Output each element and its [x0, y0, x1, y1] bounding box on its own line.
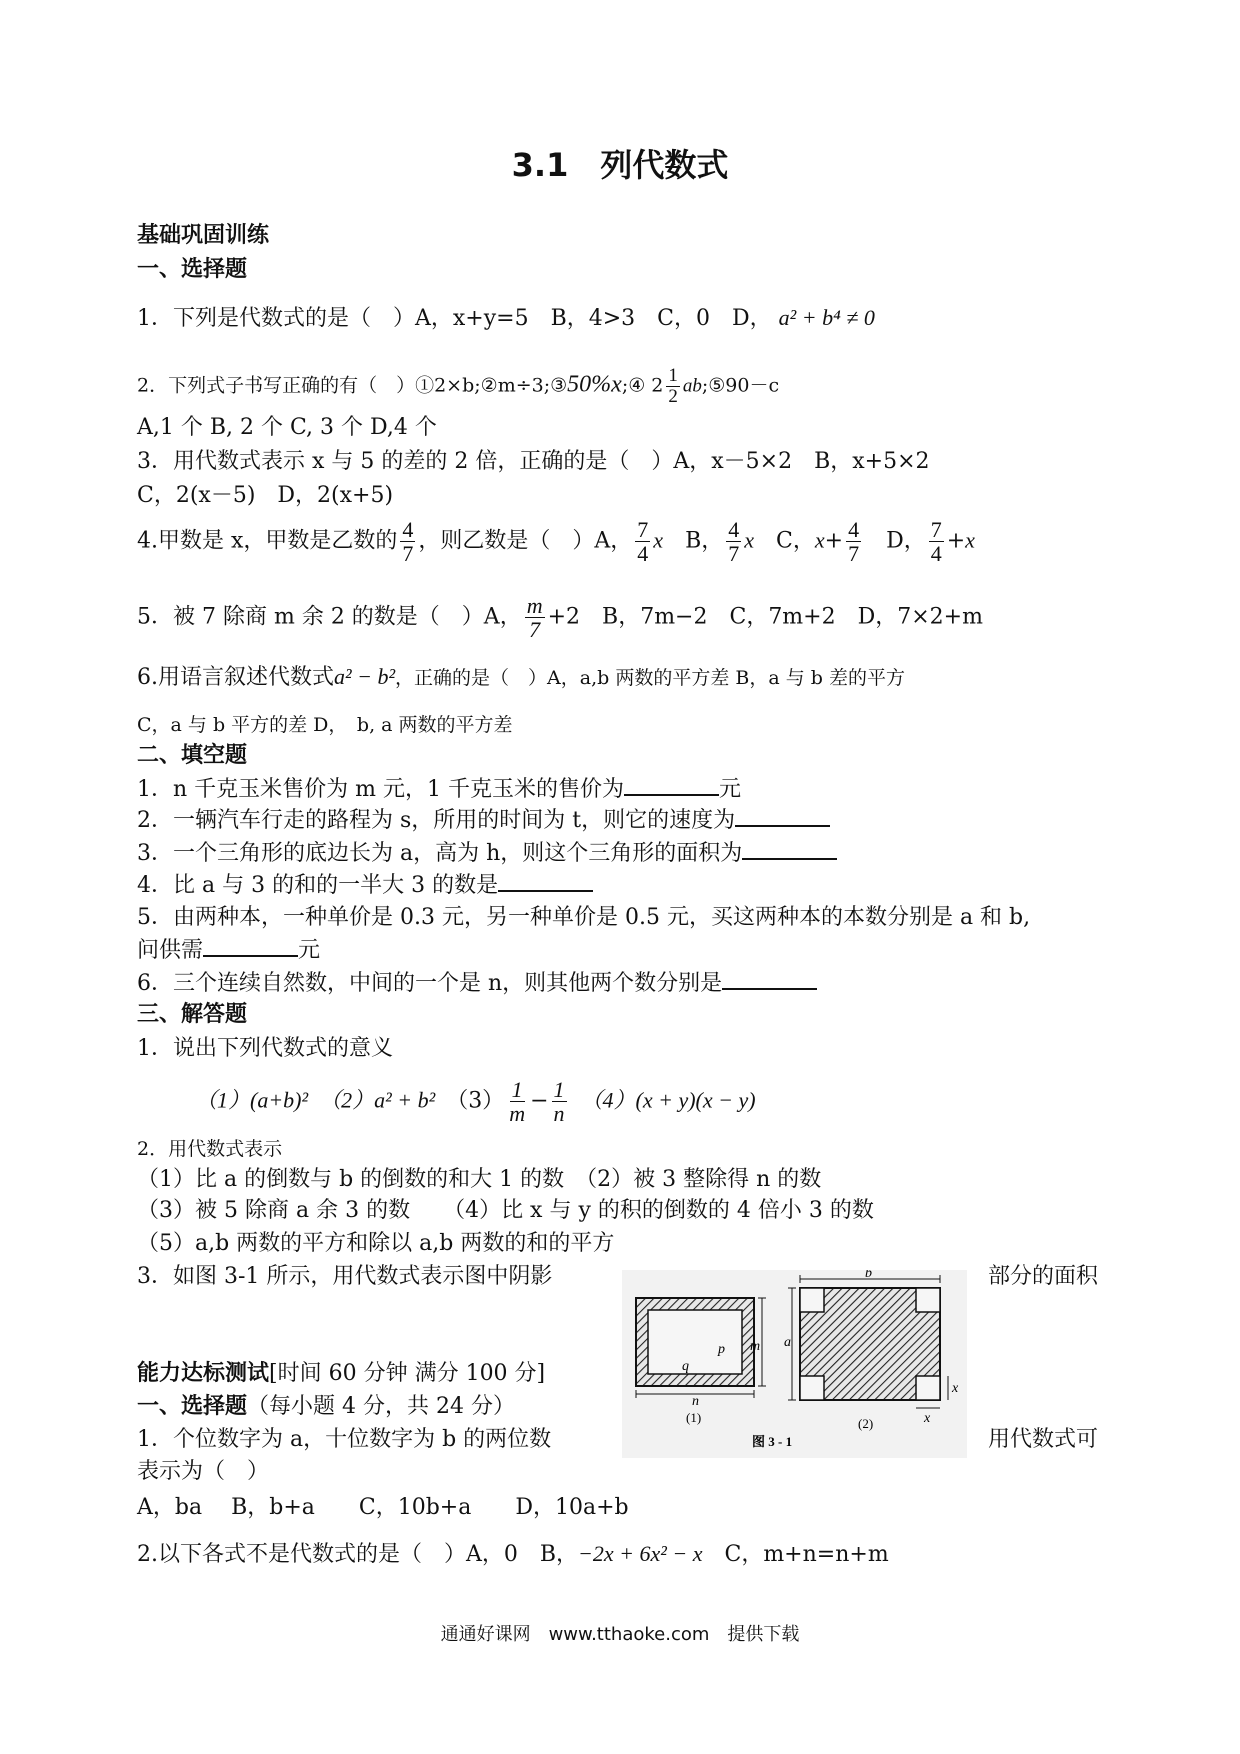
fill-question-6	[137, 970, 817, 998]
answer-question-1: 1．说出下列代数式的意义	[137, 1036, 393, 1061]
question-4-text: 4.甲数是 x，甲数是乙数的	[137, 528, 398, 554]
answer-blank	[735, 807, 830, 827]
expression-3-minus: −	[530, 1088, 549, 1114]
label-sub-1: (1)	[686, 1410, 702, 1425]
question-4-fraction: $\frac{4}{7}$	[402, 517, 414, 567]
page-footer: 通通好课网 www.tthaoke.com 提供下载	[440, 1624, 800, 1645]
answer-question-2-items-1: （1）比 a 的倒数与 b 的倒数的和大 1 的数 （2）被 3 整除得 n 的数	[137, 1167, 822, 1192]
label-x-side: x	[952, 1381, 959, 1396]
fill-question-4	[137, 872, 593, 900]
answer-blank	[203, 937, 298, 957]
option-c-fraction: $\frac{4}{7}$	[848, 517, 860, 567]
question-3: 3．用代数式表示 x 与 5 的差的 2 倍，正确的是（ ）A，x－5×2 B，x+5×2	[137, 449, 930, 474]
fill-question-2	[137, 807, 830, 835]
label-a: a	[784, 1335, 791, 1350]
answer-blank	[722, 970, 817, 990]
fill-question-4-text: 4．比 a 与 3 的和的一半大 3 的数是	[137, 873, 499, 898]
question-5-text: 5．被 7 除商 m 余 2 的数是（ ）A，	[137, 604, 522, 630]
fill-question-1-unit: 元	[719, 777, 742, 802]
question-6	[137, 663, 905, 692]
question-2-item-5: ;⑤90－c	[701, 374, 780, 397]
test-question-1-cont-2: 表示为（ ）	[137, 1459, 270, 1484]
option-d-plus: +	[946, 528, 966, 554]
answer-question-3-cont: 部分的面积	[988, 1264, 1099, 1289]
answer-question-2-items-3: （5）a,b 两数的平方和除以 a,b 两数的和的平方	[137, 1231, 615, 1256]
option-d-label: D，	[886, 528, 926, 554]
test-question-2-expression: −2x + 6x² − x	[578, 1541, 703, 1566]
expression-3-fraction-1: $\frac{1}{m}$	[509, 1077, 526, 1127]
answer-question-2-items-2: （3）被 5 除商 a 余 3 的数 （4）比 x 与 y 的积的倒数的 4 倍小 3 的数	[137, 1198, 874, 1223]
answer-question-2: 2．用代数式表示	[137, 1138, 283, 1160]
expression-2: （2）a² + b²	[330, 1087, 436, 1113]
test-question-2-option-c: C，m+n=n+m	[702, 1542, 889, 1567]
test-question-2	[137, 1540, 889, 1569]
fill-question-2-text: 2．一辆汽车行走的路程为 s，所用的时间为 t，则它的速度为	[137, 808, 736, 833]
option-c-plus: +	[824, 528, 844, 554]
question-2-options: A,1 个 B, 2 个 C, 3 个 D,4 个	[137, 415, 437, 440]
fill-question-1-text: 1．n 千克玉米售价为 m 元，1 千克玉米的售价为	[137, 777, 624, 802]
test-question-1: 1．个位数字为 a，十位数字为 b 的两位数	[137, 1427, 552, 1452]
fill-question-3-text: 3．一个三角形的底边长为 a，高为 h，则这个三角形的面积为	[137, 841, 743, 866]
fill-question-5-text: 问供需	[137, 938, 204, 963]
section-heading-basic: 基础巩固训练	[137, 223, 270, 248]
part-heading-choice-2-info: （每小题 4 分，共 24 分）	[247, 1394, 515, 1419]
question-6-text: 6.用语言叙述代数式	[137, 665, 334, 690]
question-3-options: C，2(x－5) D，2(x+5)	[137, 483, 394, 508]
expression-4: （4）(x + y)(x − y)	[591, 1087, 756, 1113]
question-4-text-mid: ，则乙数是（ ）A，	[418, 528, 633, 554]
answer-question-3: 3．如图 3-1 所示，用代数式表示图中阴影	[137, 1264, 553, 1289]
fill-question-6-text: 6．三个连续自然数，中间的一个是 n，则其他两个数分别是	[137, 971, 723, 996]
fill-question-1	[137, 776, 741, 804]
section-heading-test-title: 能力达标测试	[137, 1361, 270, 1386]
option-b-label: B，	[685, 528, 724, 554]
question-5	[137, 594, 983, 641]
question-5-options: +2 B，7m−2 C，7m+2 D，7×2+m	[547, 604, 983, 630]
option-d-fraction: $\frac{7}{4}$	[930, 517, 942, 567]
fill-question-5-unit: 元	[298, 938, 321, 963]
question-1	[137, 304, 875, 333]
part-heading-answer: 三、解答题	[137, 1002, 248, 1027]
answer-blank	[498, 872, 593, 892]
label-n: n	[692, 1394, 699, 1409]
figure-caption: 图 3 - 1	[752, 1434, 793, 1449]
option-d-variable: x	[965, 527, 975, 553]
question-2-item-4-term: ab	[682, 375, 702, 397]
label-b: b	[865, 1270, 872, 1281]
expression-3-label: （3）	[457, 1088, 505, 1114]
part-heading-fill: 二、填空题	[137, 743, 248, 768]
question-2-item-3: 50%x	[567, 371, 622, 398]
expression-1: （1）(a+b)²	[195, 1087, 309, 1113]
section-heading-test-info: [时间 60 分钟 满分 100 分]	[269, 1361, 546, 1386]
question-5-fraction: $\frac{m}{7}$	[526, 593, 543, 643]
option-a-fraction: $\frac{7}{4}$	[637, 517, 649, 567]
question-2-item-4: ;④ 2	[621, 374, 664, 397]
option-c-variable: x	[814, 527, 825, 553]
label-p: p	[718, 1342, 725, 1357]
section-heading-test	[137, 1360, 545, 1388]
fill-question-5: 5．由两种本，一种单价是 0.3 元，另一种单价是 0.5 元，买这两种本的本数分别是 a 和 b,	[137, 905, 1031, 930]
question-2-fraction: $\frac{1}{2}$	[668, 365, 678, 407]
option-a-variable: x	[653, 527, 664, 553]
option-c-label: C，	[776, 528, 815, 554]
label-sub-2: (2)	[858, 1416, 874, 1431]
question-1-option-d-expression: a² + b⁴ ≠ 0	[778, 305, 875, 330]
figure-3-1-diagram	[622, 1270, 967, 1458]
question-2	[137, 366, 779, 407]
label-m: m	[750, 1339, 761, 1354]
question-6-expression: a² − b²	[334, 664, 396, 689]
expression-list	[195, 1078, 756, 1125]
part-heading-choice: 一、选择题	[137, 257, 248, 282]
part-heading-choice-2	[137, 1393, 515, 1421]
test-question-1-options: A，ba B，b+a C，10b+a D，10a+b	[137, 1495, 629, 1520]
answer-blank	[624, 776, 719, 796]
figure-3-1	[622, 1270, 967, 1458]
fill-question-5-cont	[137, 937, 320, 965]
part-heading-choice-2-title: 一、选择题	[137, 1394, 248, 1419]
question-2-text: 2．下列式子书写正确的有（ ）①2×b;②m÷3;③	[137, 374, 568, 397]
question-6-options-2: C，a 与 b 平方的差 D， b, a 两数的平方差	[137, 714, 513, 736]
test-question-1-cont: 用代数式可	[988, 1427, 1099, 1452]
expression-3-fraction-2: $\frac{1}{n}$	[553, 1077, 565, 1127]
question-4	[137, 518, 975, 565]
answer-blank	[742, 840, 837, 860]
label-x-bottom: x	[924, 1411, 931, 1426]
label-q: q	[682, 1359, 689, 1374]
option-b-fraction: $\frac{4}{7}$	[728, 517, 740, 567]
question-6-options: ，正确的是（ ）A，a,b 两数的平方差 B，a 与 b 差的平方	[395, 667, 905, 689]
question-1-text: 1．下列是代数式的是（ ）A，x+y=5 B，4>3 C，0 D，	[137, 306, 772, 331]
option-b-variable: x	[744, 527, 755, 553]
fill-question-3	[137, 840, 837, 868]
test-question-2-text: 2.以下各式不是代数式的是（ ）A，0 B，	[137, 1542, 579, 1567]
page-title: 3.1 列代数式	[511, 146, 729, 184]
